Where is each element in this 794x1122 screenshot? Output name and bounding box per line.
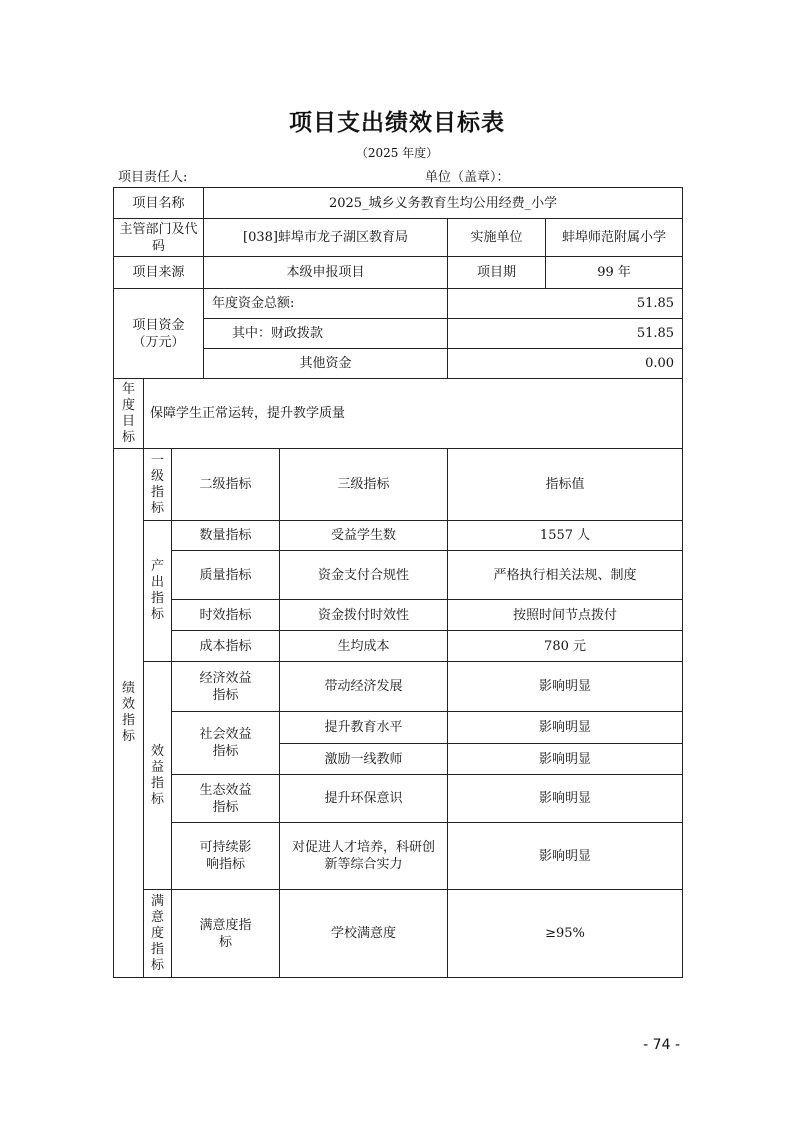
benefit-value: 影响明显 [448,823,683,890]
annual-goal-label-text: 年度目标 [121,381,135,445]
benefit-value: 影响明显 [448,662,683,712]
output-l2: 数量指标 [172,521,280,551]
perf-label-text: 绩效指标 [121,681,135,744]
project-period-cell [448,257,683,289]
table-row [114,823,683,890]
header-l2: 二级指标 [172,449,280,521]
satisfaction-value: ≥95% [448,890,683,978]
table-row [114,890,683,978]
benefit-l2 [172,662,280,712]
funds-label [114,289,204,379]
table-row [114,631,683,662]
table-row [114,521,683,551]
funds-total-label: 年度资金总额: [204,289,448,319]
benefit-label [144,662,172,890]
row-annual-goal [114,379,683,449]
project-name-label: 项目名称 [114,188,204,219]
output-l3: 资金支付合规性 [280,551,448,600]
table-row [114,712,683,744]
department-label: 主管部门及代码 [114,219,204,257]
implementing-unit-value: 蚌埠师范附属小学 [562,230,667,245]
output-l2: 时效指标 [172,600,280,631]
annual-goal-label [114,379,144,449]
output-value: 1557 人 [448,521,683,551]
project-period-label: 项目期 [448,257,546,288]
implementing-unit-cell [448,219,683,257]
output-value: 按照时间节点拨付 [448,600,683,631]
benefit-l2 [172,823,280,890]
project-period-value: 99 年 [597,265,631,280]
output-label-text: 产出指标 [150,559,164,622]
benefit-l3: 带动经济发展 [280,662,448,712]
unit-seal-label: 单位（盖章）： [425,170,510,185]
table-row [114,551,683,600]
satisfaction-label-text: 满意度指标 [150,893,164,973]
benefit-value: 影响明显 [448,712,683,744]
benefit-l2-text: 社会效益指标 [199,727,252,759]
benefit-label-text: 效益指标 [150,743,164,807]
annual-goal-value: 保障学生正常运转，提升教学质量 [144,379,683,449]
benefit-l3: 提升教育水平 [280,712,448,744]
output-value: 780 元 [448,631,683,662]
funds-total-value: 51.85 [448,289,683,319]
perf-label [114,449,144,978]
performance-goal-table [113,187,683,978]
project-source-value: 本级申报项目 [204,257,448,289]
benefit-l2-text: 经济效益指标 [199,670,252,703]
output-l2: 成本指标 [172,631,280,662]
row-funds-total [114,289,683,319]
header-l1-text: 一级指标 [150,452,164,516]
output-l2: 质量指标 [172,551,280,600]
row-department [114,219,683,257]
funds-fiscal-value: 51.85 [448,319,683,349]
output-value: 严格执行相关法规、制度 [448,551,683,600]
table-row [114,775,683,823]
benefit-l2-text: 生态效益指标 [199,782,252,815]
output-l3: 资金拨付时效性 [280,600,448,631]
output-l3: 受益学生数 [280,521,448,551]
satisfaction-l2 [172,890,280,978]
satisfaction-l3: 学校满意度 [280,890,448,978]
project-source-label: 项目来源 [114,257,204,289]
responsible-person-label: 项目责任人: [118,170,188,185]
funds-other-value: 0.00 [448,349,683,379]
output-l3: 生均成本 [280,631,448,662]
page-title: 项目支出绩效目标表 [289,110,505,136]
project-name-value: 2025_城乡义务教育生均公用经费_小学 [204,188,683,219]
funds-fiscal-label: 其中：财政拨款 [204,319,448,349]
header-value: 指标值 [448,449,683,521]
benefit-l2 [172,712,280,775]
table-row [114,662,683,712]
department-value: [038]蚌埠市龙子湖区教育局 [204,219,448,257]
benefit-value: 影响明显 [448,744,683,775]
header-l1 [144,449,172,521]
table-row [114,600,683,631]
page-number: - 74 - [643,1037,680,1053]
benefit-l3 [280,823,448,890]
output-label [144,521,172,662]
fiscal-year: （2025 年度） [355,146,439,160]
benefit-l3: 提升环保意识 [280,775,448,823]
row-project-source [114,257,683,289]
benefit-l2 [172,775,280,823]
funds-label-text: 项目资金（万元） [132,317,185,350]
satisfaction-label [144,890,172,978]
benefit-l3: 激励一线教师 [280,744,448,775]
row-project-name [114,188,683,219]
header-l3: 三级指标 [280,449,448,521]
row-perf-header [114,449,683,521]
implementing-unit-label: 实施单位 [448,219,546,256]
funds-other-label: 其他资金 [204,349,448,379]
benefit-l2-text: 可持续影响指标 [199,840,252,872]
benefit-value: 影响明显 [448,775,683,823]
satisfaction-l2-text: 满意度指标 [199,917,252,950]
benefit-l3-text: 对促进人才培养，科研创新等综合实力 [292,840,436,872]
